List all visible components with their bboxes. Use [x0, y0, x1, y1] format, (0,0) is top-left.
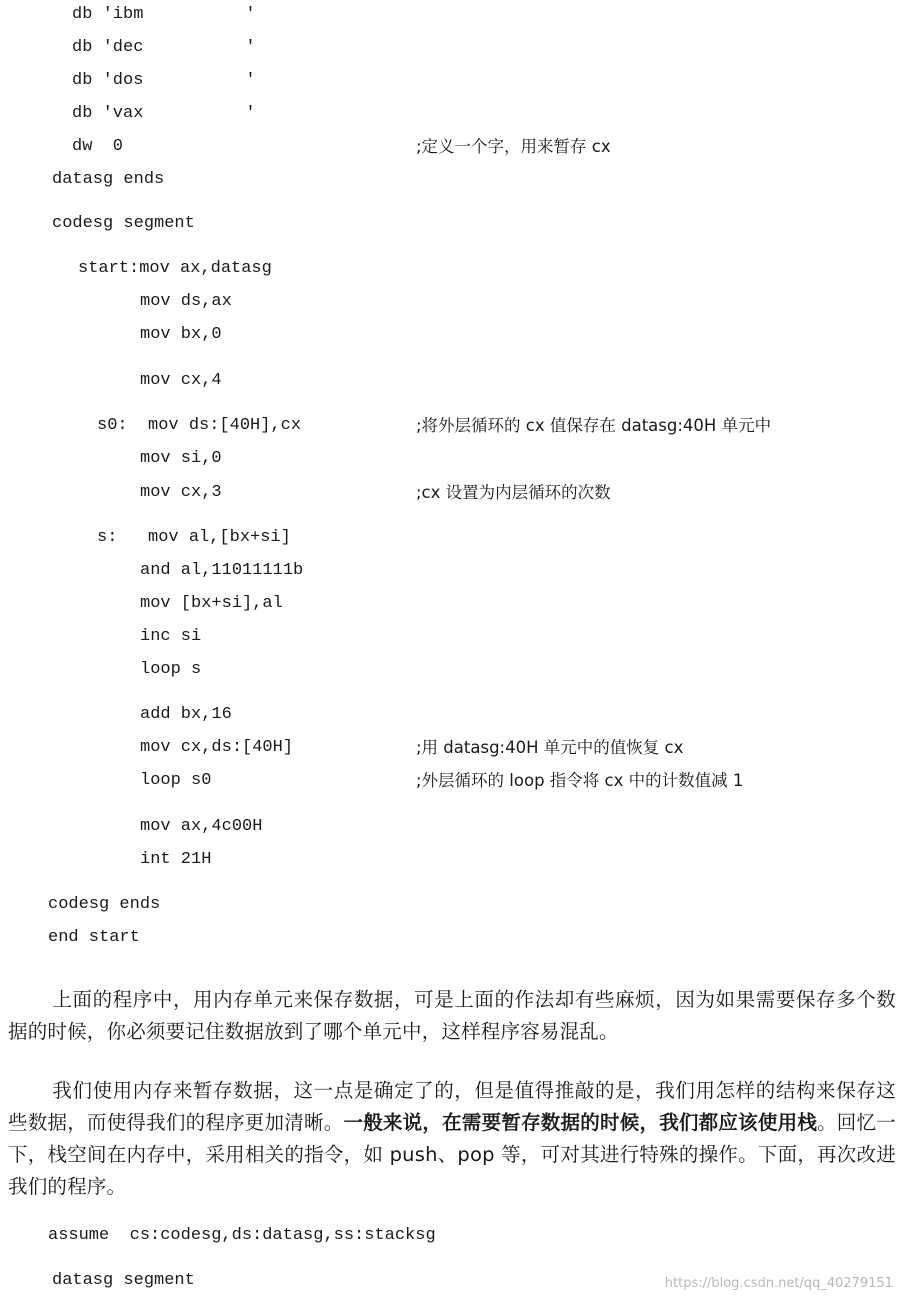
code-line: datasg ends — [52, 170, 165, 189]
code-line: end start — [48, 928, 140, 947]
code-line: start:mov ax,datasg — [78, 259, 272, 278]
code-line: s0: mov ds:[40H],cx — [97, 416, 302, 435]
code-line: s: mov al,[bx+si] — [97, 528, 291, 547]
code-line: assume cs:codesg,ds:datasg,ss:stacksg — [48, 1226, 436, 1245]
code-line: mov ax,4c00H — [140, 817, 263, 836]
code-comment: ;外层循环的 loop 指令将 cx 中的计数值减 1 — [416, 771, 744, 790]
emphasis-text: 一般来说，在需要暂存数据的时候，我们都应该使用栈 — [343, 1111, 818, 1134]
code-line: mov bx,0 — [140, 325, 222, 344]
body-paragraph — [8, 984, 896, 1048]
code-line: inc si — [140, 627, 202, 646]
code-line: db 'dec ' — [72, 38, 256, 57]
code-line: codesg ends — [48, 895, 161, 914]
code-comment: ;定义一个字，用来暂存 cx — [416, 137, 611, 156]
code-comment: ;cx 设置为内层循环的次数 — [416, 483, 611, 502]
code-comment: ;将外层循环的 cx 值保存在 datasg:40H 单元中 — [416, 416, 772, 435]
code-line: mov cx,3 — [140, 483, 222, 502]
code-line: and al,11011111b — [140, 561, 304, 580]
code-line: codesg segment — [52, 214, 195, 233]
code-line: db 'ibm ' — [72, 5, 256, 24]
code-line: loop s0 — [140, 771, 212, 790]
code-comment: ;用 datasg:40H 单元中的值恢复 cx — [416, 738, 684, 757]
code-line: dw 0 — [72, 137, 124, 156]
paragraph-text: 上面的程序中，用内存单元来保存数据，可是上面的作法却有些麻烦，因为如果需要保存多个数据的时候，你必须要记住数据放到了哪个单元中，这样程序容易混乱。 — [8, 988, 896, 1043]
code-line: datasg segment — [52, 1271, 195, 1290]
watermark: https://blog.csdn.net/qq_40279151 — [664, 1276, 893, 1291]
code-line: mov [bx+si],al — [140, 594, 283, 613]
code-line: int 21H — [140, 850, 212, 869]
code-line: mov cx,4 — [140, 371, 222, 390]
code-line: add bx,16 — [140, 705, 232, 724]
code-line: db 'dos ' — [72, 71, 256, 90]
code-line: mov ds,ax — [140, 292, 232, 311]
code-line: mov cx,ds:[40H] — [140, 738, 294, 757]
code-line: db 'vax ' — [72, 104, 256, 123]
code-line: mov si,0 — [140, 449, 222, 468]
code-line: loop s — [140, 660, 202, 679]
paragraph-text: 我们使用内存来暂存数据，这一点是确定了的，但是值得推敲的是，我们用怎样的结构来保存这些数据，而使得我们的程序更加清晰。 — [8, 1079, 896, 1134]
body-paragraph — [8, 1075, 896, 1203]
paragraph-text: 。回忆一下，栈空间在内存中，采用相关的指令，如 push、pop 等，可对其进行特殊的操作。下面，再次改进我们的程序。 — [8, 1111, 896, 1198]
